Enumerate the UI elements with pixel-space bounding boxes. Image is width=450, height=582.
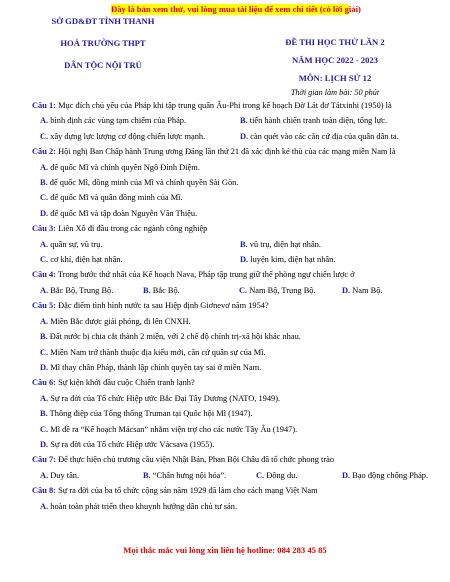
- answer-row: [32, 239, 432, 250]
- option-d: D. Sự ra đời của Tổ chức Hiệp ước Vácsava (1955).: [40, 439, 215, 449]
- preview-banner-text: Đây là bản xem thử, vui lòng mua tài liệu để xem chi tiết (có lời giải): [111, 4, 361, 14]
- answer-row: [32, 285, 432, 296]
- exam-duration: Thời gian làm bài: 50 phút: [290, 88, 380, 97]
- hotline-footer: Mọi thắc mắc vui lòng xin liên hệ hotline: 084 283 45 85: [123, 545, 327, 555]
- option-d: D. Mĩ thay chân Pháp, thành lập chính quyền tay sai ở miền Nam.: [40, 362, 262, 372]
- answer-row: [32, 131, 432, 142]
- question-list: [32, 100, 432, 512]
- option-b: B. đế quốc Mĩ, đồng minh của Mĩ và chính quyền Sài Gòn.: [40, 178, 239, 188]
- question: Câu 1: Mục đích chủ yếu của Pháp khi tập trung quân Âu-Phi trong kế hoạch Đờ Lát đơ Tátxinhi (1950) là: [32, 101, 392, 110]
- option-c: C. xây dựng lực lượng cơ động chiến lược mạnh.: [40, 131, 206, 141]
- option-d: D. Nam Bộ.: [342, 285, 383, 295]
- question: Câu 7: Để thực hiện chủ trương cầu viện Nhật Bản, Phan Bội Châu đã tổ chức phong trào: [32, 455, 335, 465]
- option-d: D. Bạo động chống Pháp.: [342, 470, 429, 480]
- option-a: A. Bắc Bộ, Trung Bộ.: [40, 285, 114, 295]
- option-d: D. càn quét vào các căn cứ địa của quân dân ta.: [240, 131, 399, 141]
- option-b: B. vũ trụ, điện hạt nhân.: [240, 239, 321, 249]
- option-b: B. tiến hành chiến tranh toàn diện, tổng lực.: [240, 116, 388, 126]
- subject: MÔN: LỊCH SỬ 12: [298, 73, 372, 83]
- option-c: C. Nam Bộ, Trung Bộ.: [239, 285, 316, 295]
- question: Câu 2: Hội nghị Ban Chấp hành Trung ương Đảng lần thứ 21 đã xác định kẻ thù của các mạng miền Nam là: [32, 147, 396, 157]
- option-b: B. Thông điệp của Tổng thống Truman tại Quốc hội Mĩ (1947).: [40, 409, 253, 419]
- answer-row: [32, 470, 432, 481]
- option-a: A. Duy tân.: [40, 470, 80, 480]
- answer-row: [32, 115, 432, 126]
- option-c: C. đế quốc Mĩ và quân đồng minh của Mĩ.: [40, 193, 183, 203]
- option-d: D. đế quốc Mĩ và tập đoàn Nguyễn Văn Thiệu.: [40, 208, 198, 218]
- school-line-2: HOÁ TRƯỜNG THPT: [60, 38, 146, 48]
- question: Câu 6: Sự kiện khởi đầu cuộc Chiến tranh lạnh?: [32, 378, 195, 388]
- option-c: C. Miền Nam trở thành thuộc địa kiểu mới, căn cứ quân sự của Mĩ.: [40, 347, 266, 357]
- preview-banner: [111, 4, 361, 15]
- school-line-3: DÂN TỘC NỘI TRÚ: [64, 60, 142, 70]
- option-a: A. quân sự, vũ trụ.: [40, 239, 103, 249]
- option-c: C. Đông du.: [256, 470, 298, 480]
- option-a: A. hoàn toàn phát triển theo khuynh hướng dân chủ tư sản.: [40, 501, 238, 511]
- exam-title: ĐỀ THI HỌC THỬ LẦN 2: [285, 37, 385, 47]
- question: Câu 5: Đặc điểm tình hình nước ta sau Hiệp định Giơnevơ năm 1954?: [32, 301, 269, 311]
- option-c: C. cơ khí, điện hạt nhân.: [40, 255, 123, 265]
- option-a: A. bình định các vùng tạm chiếm của Pháp.: [40, 116, 187, 126]
- question: Câu 3: Liên Xô đi đầu trong các ngành công nghiệp: [32, 224, 208, 234]
- option-a: A. đế quốc Mĩ và chính quyền Ngô Đình Diệm.: [40, 162, 200, 172]
- school-year: NĂM HỌC 2022 - 2023: [292, 55, 378, 65]
- question: Câu 8: Sự ra đời của ba tổ chức cộng sản năm 1929 đã làm cho cách mạng Việt Nam: [32, 486, 318, 496]
- option-a: A. Sự ra đời của Tổ chức Hiệp ước Bắc Đại Tây Dương (NATO, 1949).: [40, 393, 281, 403]
- option-a: A. Miền Bắc được giải phóng, đi lên CNXH.: [40, 316, 191, 326]
- option-b: B. Bắc Bộ.: [143, 285, 180, 295]
- option-b: B. Đất nước bị chia cắt thành 2 miền, với 2 chế độ chính trị-xã hội khác nhau.: [40, 332, 301, 342]
- option-b: B. “Chấn hưng nội hóa”.: [143, 470, 227, 480]
- option-d: D. luyện kim, điện hạt nhân.: [240, 255, 336, 265]
- school-line-1: SỞ GD&ĐT TỈNH THANH: [51, 16, 155, 26]
- answer-row: [32, 254, 432, 265]
- question: Câu 4: Trong bước thứ nhất của Kế hoạch Nava, Pháp tập trung giữ thế phòng ngự chiến lược ở: [32, 270, 355, 280]
- option-c: C. Mĩ đề ra “Kế hoạch Mácsan” nhằm viện trợ cho các nước Tây Âu (1947).: [40, 424, 298, 434]
